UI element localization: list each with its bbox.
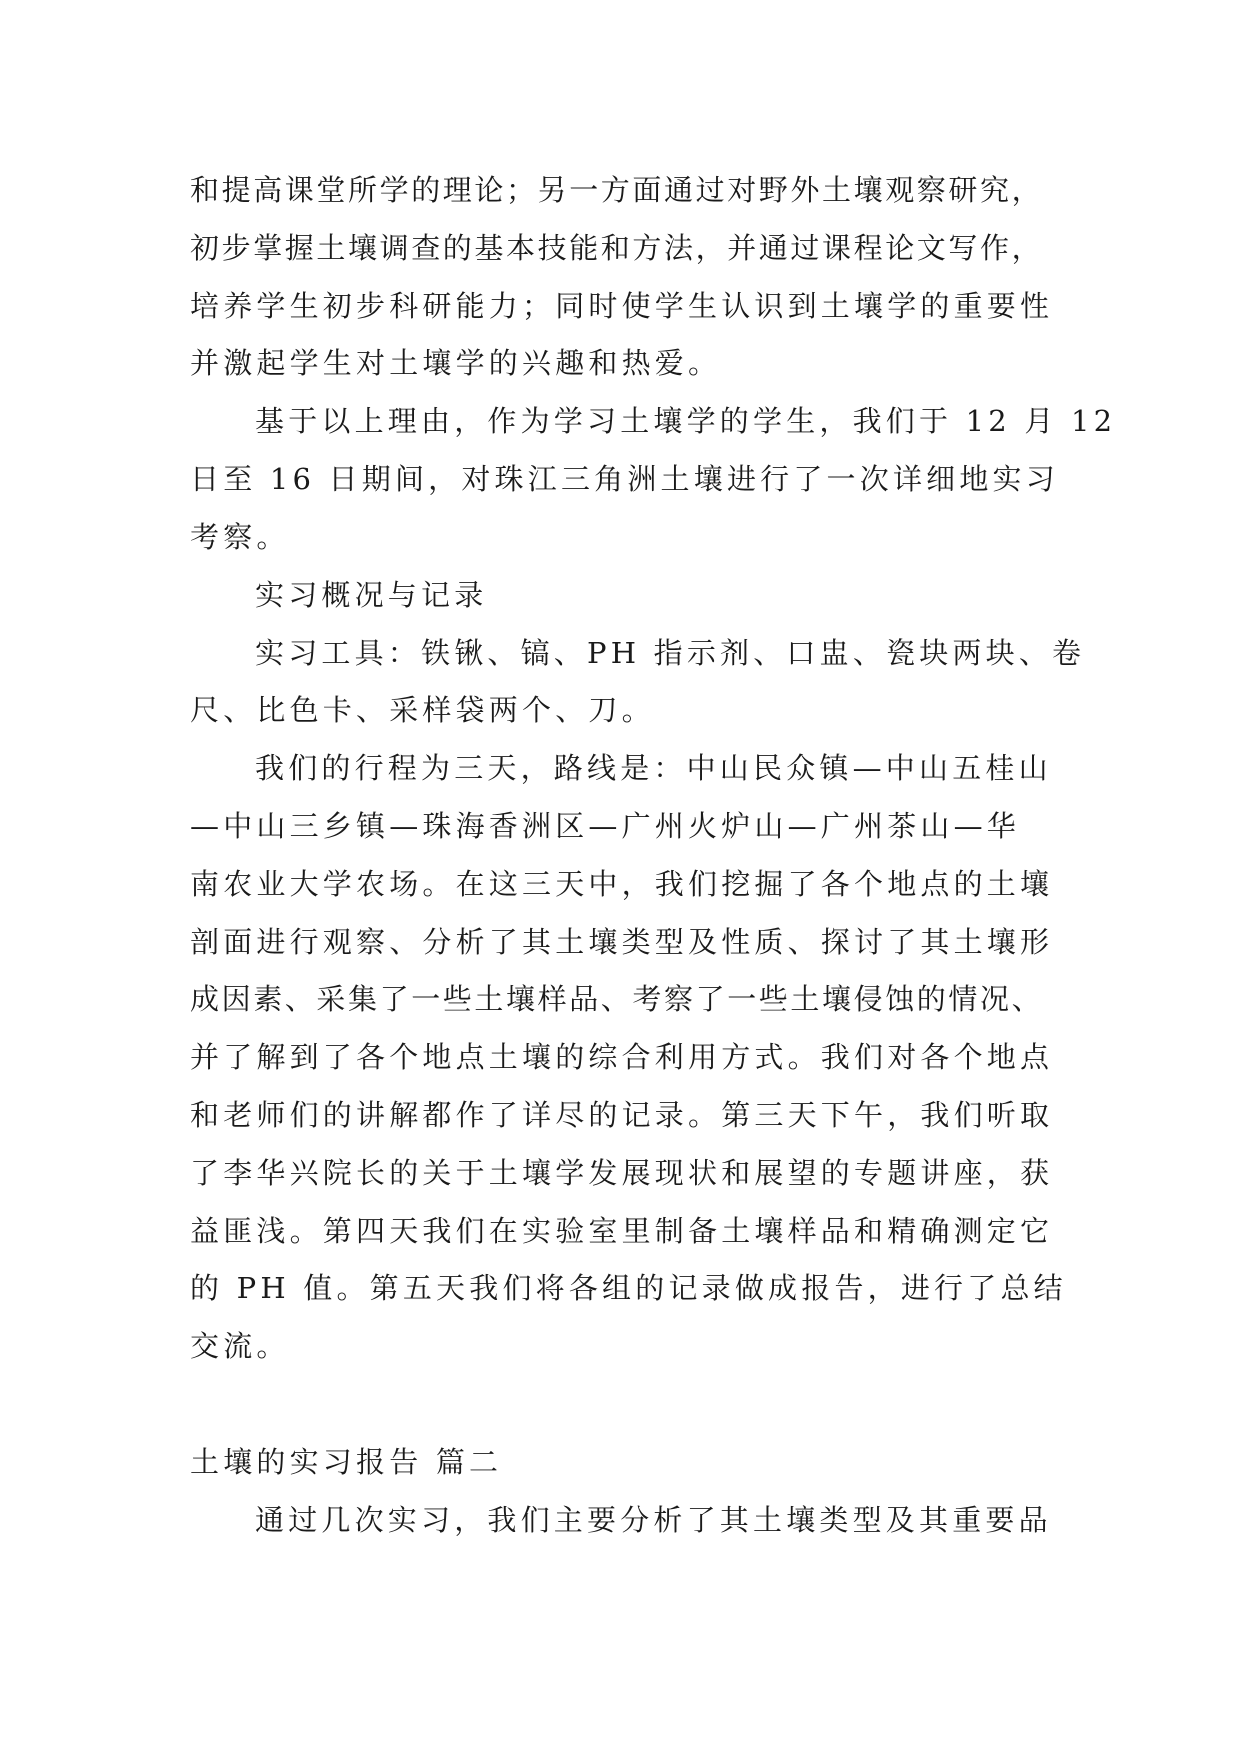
paragraph-line: 的 PH 值。第五天我们将各组的记录做成报告，进行了总结 xyxy=(190,1271,1067,1305)
paragraph-line: 并激起学生对土壤学的兴趣和热爱。 xyxy=(190,346,722,380)
paragraph-line: 培养学生初步科研能力；同时使学生认识到土壤学的重要性 xyxy=(190,289,1054,323)
paragraph-line: 通过几次实习，我们主要分析了其土壤类型及其重要品 xyxy=(255,1503,1052,1537)
section-title: 土壤的实习报告 篇二 xyxy=(190,1445,503,1479)
paragraph-line: 剖面进行观察、分析了其土壤类型及性质、探讨了其土壤形 xyxy=(190,925,1054,959)
paragraph-line: 日至 16 日期间，对珠江三角洲土壤进行了一次详细地实习 xyxy=(190,462,1059,496)
paragraph-line: 考察。 xyxy=(190,520,290,554)
paragraph-line: 南农业大学农场。在这三天中，我们挖掘了各个地点的土壤 xyxy=(190,867,1054,901)
paragraph-line: 基于以上理由，作为学习土壤学的学生，我们于 12 月 12 xyxy=(255,404,1117,438)
paragraph-line: 交流。 xyxy=(190,1329,290,1363)
paragraph-line: 我们的行程为三天，路线是：中山民众镇—中山五桂山 xyxy=(255,751,1052,785)
paragraph-line: 和老师们的讲解都作了详尽的记录。第三天下午，我们听取 xyxy=(190,1098,1054,1132)
section-heading: 实习概况与记录 xyxy=(255,578,488,612)
paragraph-line: 初步掌握土壤调查的基本技能和方法，并通过课程论文写作， xyxy=(190,231,1044,265)
paragraph-line: 成因素、采集了一些土壤样品、考察了一些土壤侵蚀的情况、 xyxy=(190,982,1044,1016)
paragraph-line: 益匪浅。第四天我们在实验室里制备土壤样品和精确测定它 xyxy=(190,1214,1054,1248)
paragraph-line: 和提高课堂所学的理论；另一方面通过对野外土壤观察研究， xyxy=(190,173,1044,207)
paragraph-line: 尺、比色卡、采样袋两个、刀。 xyxy=(190,693,655,727)
paragraph-line: 了李华兴院长的关于土壤学发展现状和展望的专题讲座，获 xyxy=(190,1156,1054,1190)
paragraph-line: 并了解到了各个地点土壤的综合利用方式。我们对各个地点 xyxy=(190,1040,1054,1074)
paragraph-line: 实习工具：铁锹、镐、PH 指示剂、口盅、瓷块两块、卷 xyxy=(255,636,1086,670)
paragraph-line: —中山三乡镇—珠海香洲区—广州火炉山—广州茶山—华 xyxy=(190,809,1021,843)
